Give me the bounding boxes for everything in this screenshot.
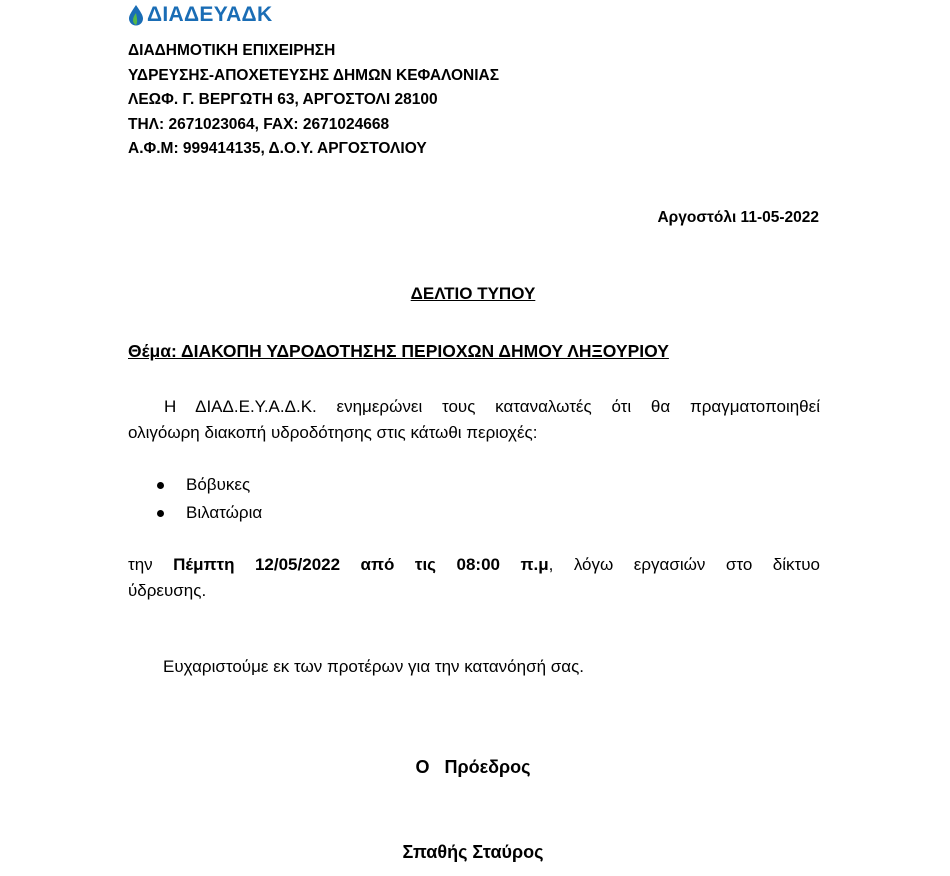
intro-line-2: ολιγόωρη διακοπή υδροδότησης στις κάτωθι περιοχές: — [128, 423, 538, 442]
water-drop-leaf-icon — [128, 4, 144, 26]
area-name: Βιλατώρια — [186, 503, 263, 522]
organization-header — [128, 39, 499, 162]
list-item — [157, 471, 262, 499]
document-subject: Θέμα: ΔΙΑΚΟΠΗ ΥΔΡΟΔΟΤΗΣΗΣ ΠΕΡΙΟΧΩΝ ΔΗΜΟΥ ΛΗΞΟΥΡΙΟΥ — [128, 341, 669, 361]
list-item — [157, 499, 262, 527]
signer-name: Σπαθής Σταύρος — [402, 842, 544, 862]
bullet-icon — [157, 482, 164, 489]
org-name-line-2: ΥΔΡΕΥΣΗΣ-ΑΠΟΧΕΤΕΥΣΗΣ ΔΗΜΩΝ ΚΕΦΑΛΟΝΙΑΣ — [128, 66, 500, 84]
schedule-line-1 — [128, 552, 820, 578]
thanks-line: Ευχαριστούμε εκ των προτέρων για την κατανόησή σας. — [163, 657, 584, 676]
bullet-icon — [157, 510, 164, 517]
area-list — [157, 471, 262, 527]
org-address: ΛΕΩΦ. Γ. ΒΕΡΓΩΤΗ 63, ΑΡΓΟΣΤΟΛΙ 28100 — [128, 91, 438, 108]
intro-line-1: Η ΔΙΑΔ.Ε.Υ.Α.Δ.Κ. ενημερώνει τους καταναλωτές ότι θα πραγματοποιηθεί — [164, 397, 820, 416]
intro-paragraph — [128, 394, 820, 446]
org-name-line: ΔΙΑΔΗΜΟΤΙΚΗ ΕΠΙΧΕΙΡΗΣΗ — [128, 42, 336, 59]
logo-text: ΔΙΑΔΕΥΑΔΚ — [147, 3, 273, 26]
company-logo — [128, 3, 272, 27]
schedule-datetime: Πέμπτη 12/05/2022 από τις 08:00 π.μ — [173, 555, 549, 574]
schedule-suffix: , λόγω εργασιών στο δίκτυο — [548, 555, 820, 574]
president-title: Ο Πρόεδρος — [415, 757, 531, 777]
schedule-line-2: ύδρευσης. — [128, 581, 207, 600]
area-name: Βόβυκες — [186, 475, 251, 494]
document-title: ΔΕΛΤΙΟ ΤΥΠΟΥ — [410, 284, 536, 303]
schedule-paragraph — [128, 552, 820, 604]
document-date: Αργοστόλι 11-05-2022 — [657, 209, 819, 226]
schedule-prefix: την — [128, 555, 174, 574]
org-phone-fax: ΤΗΛ: 2671023064, FAX: 2671024668 — [128, 115, 390, 133]
org-tax-id: Α.Φ.Μ: 999414135, Δ.Ο.Υ. ΑΡΓΟΣΤΟΛΙΟΥ — [128, 140, 427, 157]
